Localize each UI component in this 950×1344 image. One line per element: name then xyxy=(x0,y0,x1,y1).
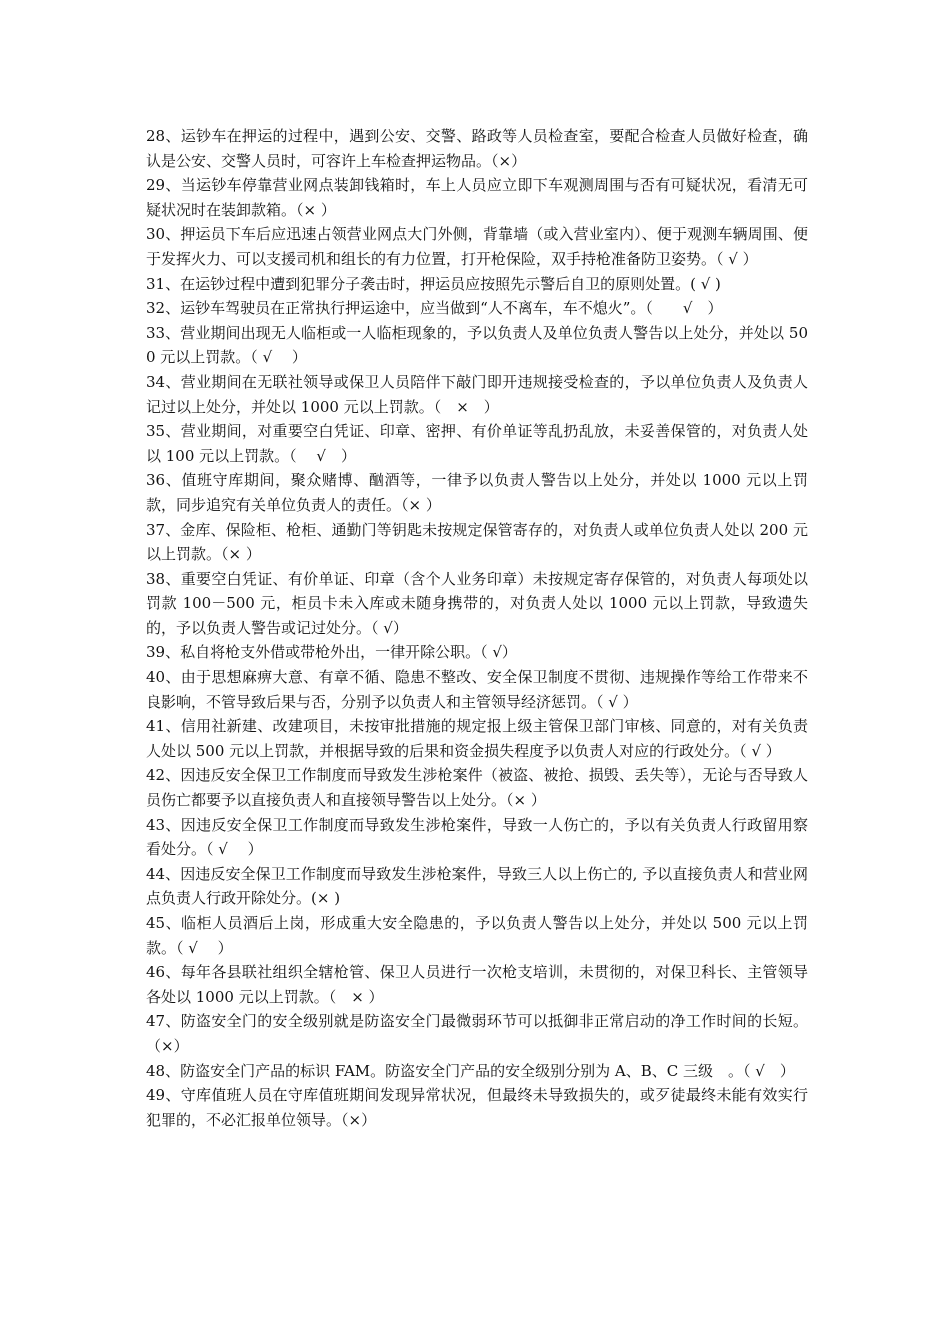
question-46: 46、每年各县联社组织全辖枪管、保卫人员进行一次枪支培训，未贯彻的，对保卫科长、主管领导各处以 1000 元以上罚款。（ × ） xyxy=(146,963,808,1006)
question-35: 35、营业期间，对重要空白凭证、印章、密押、有价单证等乱扔乱放，未妥善保管的，对负责人处以 100 元以上罚款。（ √ ） xyxy=(146,422,808,465)
question-36: 36、值班守库期间，聚众赌博、酗酒等，一律予以负责人警告以上处分，并处以 1000 元以上罚款，同步追究有关单位负责人的责任。（× ） xyxy=(146,471,808,514)
question-29: 29、当运钞车停靠营业网点装卸钱箱时，车上人员应立即下车观测周围与否有可疑状况，看清无可疑状况时在装卸款箱。（× ） xyxy=(146,176,808,219)
question-32: 32、运钞车驾驶员在正常执行押运途中，应当做到“人不离车，车不熄火”。（ √ ） xyxy=(146,299,723,318)
document-body xyxy=(146,124,808,1132)
question-39: 39、私自将枪支外借或带枪外出，一律开除公职。（ √） xyxy=(146,643,517,662)
question-40: 40、由于思想麻痹大意、有章不循、隐患不整改、安全保卫制度不贯彻、违规操作等给工作带来不良影响，不管导致后果与否，分别予以负责人和主管领导经济惩罚。（ √ ） xyxy=(146,668,808,711)
question-42: 42、因违反安全保卫工作制度而导致发生涉枪案件（被盗、被抢、损毁、丢失等），无论与否导致人员伤亡都要予以直接负责人和直接领导警告以上处分。（× ） xyxy=(146,766,808,810)
question-44: 44、因违反安全保卫工作制度而导致发生涉枪案件，导致三人以上伤亡的, 予以直接负责人和营业网点负责人行政开除处分。(× ) xyxy=(146,864,808,908)
question-48: 48、防盗安全门产品的标识 FAM。防盗安全门产品的安全级别分别为 A、B、C 三级 。（ √ ） xyxy=(146,1061,795,1080)
question-45: 45、临柜人员酒后上岗，形成重大安全隐患的，予以负责人警告以上处分，并处以 500 元以上罚款。（ √ ） xyxy=(146,914,808,957)
question-33: 33、营业期间出现无人临柜或一人临柜现象的，予以负责人及单位负责人警告以上处分，并处以 500 元以上罚款。（ √ ） xyxy=(146,323,808,367)
question-34: 34、营业期间在无联社领导或保卫人员陪伴下敲门即开违规接受检查的，予以单位负责人及负责人记过以上处分，并处以 1000 元以上罚款。（ × ） xyxy=(146,372,808,416)
question-41: 41、信用社新建、改建项目，未按审批措施的规定报上级主管保卫部门审核、同意的，对有关负责人处以 500 元以上罚款，并根据导致的后果和资金损失程度予以负责人对应的行政处分。（ √ ） xyxy=(146,717,808,760)
question-30: 30、押运员下车后应迅速占领营业网点大门外侧，背靠墙（或入营业室内）、便于观测车辆周围、便于发挥火力、可以支援司机和组长的有力位置，打开枪保险，双手持枪准备防卫姿势。（ √ ） xyxy=(146,225,808,268)
question-37: 37、金库、保险柜、枪柜、通勤门等钥匙未按规定保管寄存的，对负责人或单位负责人处以 200 元以上罚款。（× ） xyxy=(146,520,808,564)
question-47: 47、防盗安全门的安全级别就是防盗安全门最微弱环节可以抵御非正常启动的净工作时间的长短。（×） xyxy=(146,1012,808,1055)
question-49: 49、守库值班人员在守库值班期间发现异常状况，但最终未导致损失的，或歹徒最终未能有效实行犯罪的，不必汇报单位领导。（×） xyxy=(146,1086,808,1129)
question-38: 38、重要空白凭证、有价单证、印章（含个人业务印章）未按规定寄存保管的，对负责人每项处以罚款 100－500 元，柜员卡未入库或未随身携带的，对负责人处以 1000 元以上罚款，导致遗失的，予以负责人警告或记过处分。（ √） xyxy=(146,569,808,637)
question-28: 28、运钞车在押运的过程中，遇到公安、交警、路政等人员检查室，要配合检查人员做好检查，确认是公安、交警人员时，可容许上车检查押运物品。（×） xyxy=(146,127,808,170)
question-31: 31、在运钞过程中遭到犯罪分子袭击时，押运员应按照先示警后自卫的原则处置。( √ ) xyxy=(146,274,721,293)
question-43: 43、因违反安全保卫工作制度而导致发生涉枪案件，导致一人伤亡的，予以有关负责人行政留用察看处分。（ √ ） xyxy=(146,815,808,859)
